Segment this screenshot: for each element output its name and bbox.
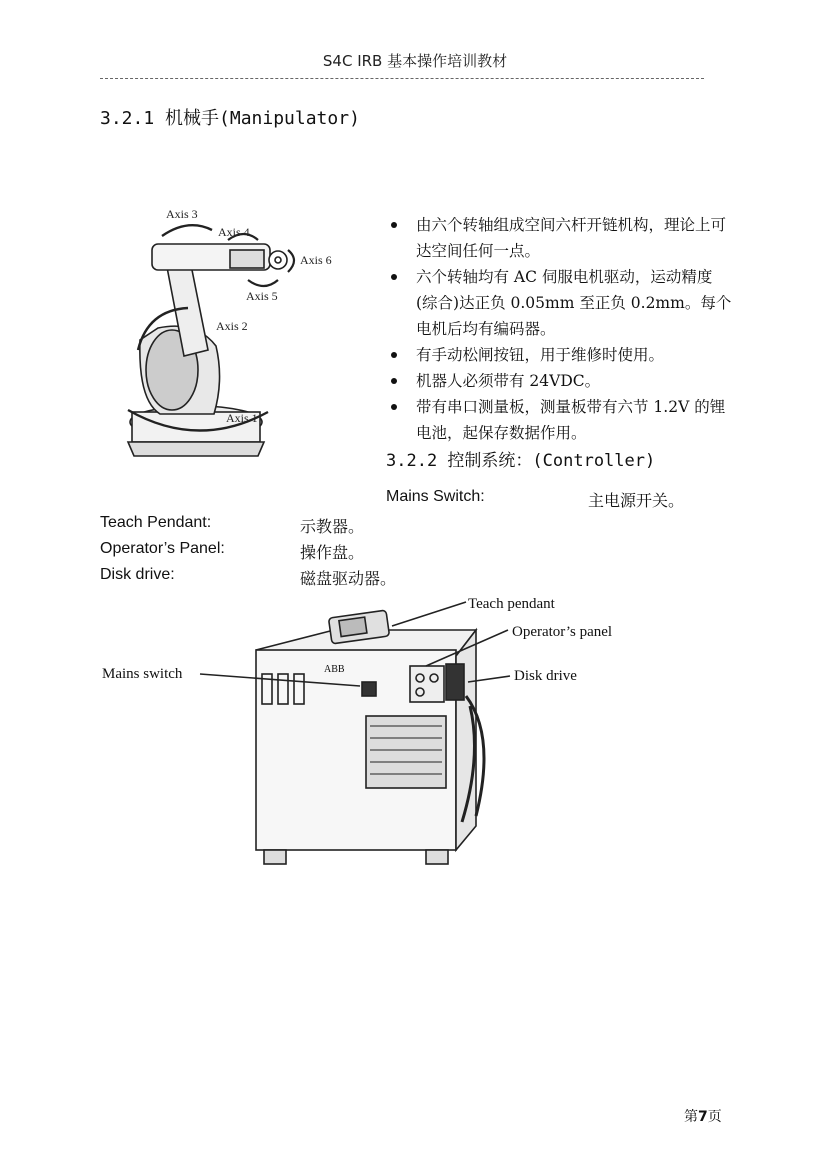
axis6-label: Axis 6 (300, 253, 332, 267)
mains-switch-term: Mains Switch: (386, 488, 485, 505)
mains-switch-icon (362, 682, 376, 696)
controller-cabinet-figure (96, 586, 656, 886)
robot-flange (269, 251, 287, 269)
cabinet-vents (366, 716, 446, 788)
list-item: 六个转轴均有 AC 伺服电机驱动，运动精度(综合)达正负 0.05mm 至正负 0.2mm。每个电机后均有编码器。 (386, 264, 732, 342)
mains-switch-desc: 主电源开关。 (588, 491, 685, 510)
page-header: S4C IRB 基本操作培训教材 (322, 52, 508, 70)
axis1-label: Axis 1 (226, 411, 258, 425)
page-number: 第7页 (684, 1109, 722, 1125)
operators-panel-term: Operator’s Panel: (100, 540, 225, 557)
operators-panel-label: Operator’s panel (512, 624, 613, 640)
section-title: 3.2.1 机械手(Manipulator) (100, 108, 360, 129)
subsection-title: 3.2.2 控制系统：(Controller) (386, 451, 656, 471)
mains-switch-label: Mains switch (102, 666, 183, 682)
manipulator-feature-list (386, 212, 732, 446)
robot-pedestal (128, 442, 264, 456)
axis2-label: Axis 2 (216, 319, 248, 333)
disk-drive-label: Disk drive (514, 668, 577, 684)
axis3-label: Axis 3 (166, 207, 198, 221)
axis5-label: Axis 5 (246, 289, 278, 303)
robot-manipulator-figure (118, 200, 358, 490)
operators-panel-desc: 操作盘。 (300, 543, 365, 562)
header-divider (100, 78, 704, 79)
teach-pendant-leader (392, 602, 466, 626)
bullet-icon (391, 222, 397, 228)
operator-panel-icon (410, 666, 444, 702)
bullet-icon (391, 378, 397, 384)
axis4-label: Axis 4 (218, 225, 250, 239)
bullet-icon (391, 352, 397, 358)
list-item: 机器人必须带有 24VDC。 (386, 368, 732, 394)
axis5-arrow (248, 280, 278, 286)
teach-pendant-label: Teach pendant (468, 596, 555, 612)
list-item: 有手动松闸按钮，用于维修时使用。 (386, 342, 732, 368)
disk-drive-desc: 磁盘驱动器。 (300, 569, 397, 588)
axis3-arrow (162, 225, 212, 236)
robot-wrist (230, 250, 264, 268)
bullet-icon (391, 404, 397, 410)
teach-pendant-desc: 示教器。 (300, 517, 365, 536)
disk-drive-icon (446, 664, 464, 700)
bullet-icon (391, 274, 397, 280)
teach-pendant-term: Teach Pendant: (100, 514, 212, 531)
disk-drive-term: Disk drive: (100, 566, 175, 583)
cabinet-brand: ABB (324, 664, 345, 675)
list-item: 由六个转轴组成空间六杆开链机构，理论上可达空间任何一点。 (386, 212, 732, 264)
list-item: 带有串口测量板，测量板带有六节 1.2V 的锂电池，起保存数据作用。 (386, 394, 732, 446)
axis6-arrow (288, 250, 294, 272)
